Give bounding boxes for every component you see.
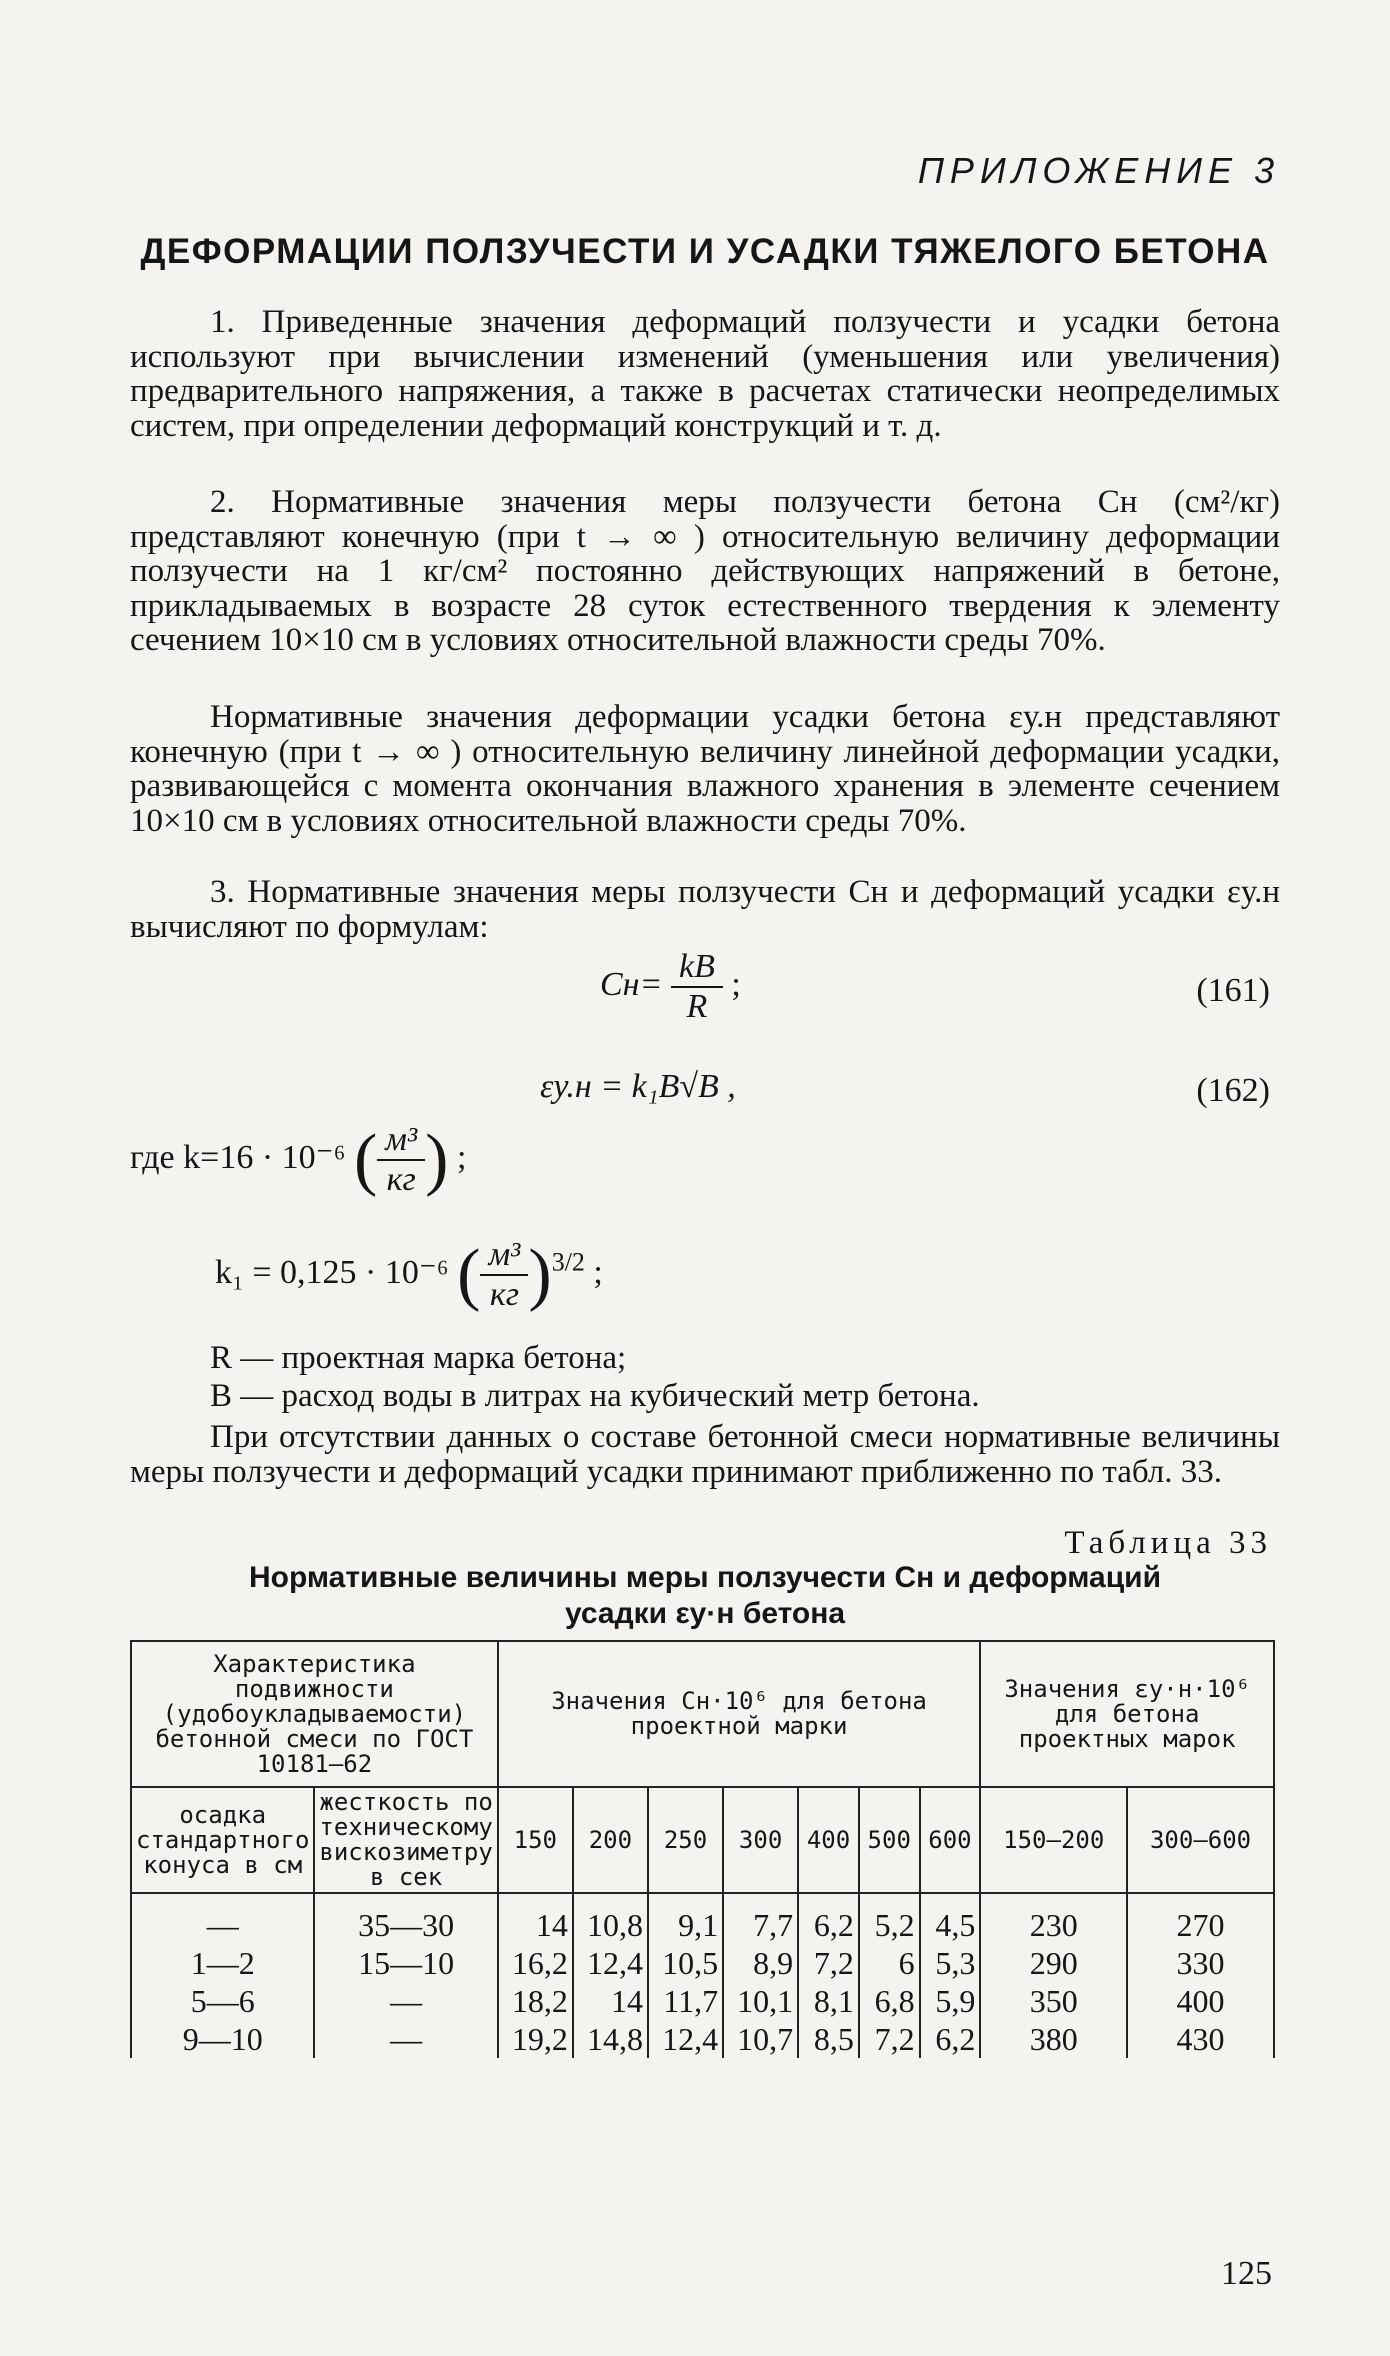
- table-label: Таблица 33: [1064, 1525, 1272, 1561]
- cn-cell: 14: [498, 1893, 573, 1944]
- cn-cell: 11,7: [648, 1982, 723, 2020]
- cn-cell: 5,2: [859, 1893, 920, 1944]
- subheader-stiffness: жесткость по техническому вискозиметру в сек: [314, 1787, 497, 1893]
- eps-cell: 350: [980, 1982, 1127, 2020]
- eps-cell: 400: [1127, 1982, 1274, 2020]
- k1-units-denominator: кг: [489, 1276, 519, 1313]
- cn-cell: 14,8: [573, 2020, 648, 2058]
- grade-header: 200: [573, 1787, 648, 1893]
- paragraph-3-text: Нормативные значения деформации усадки бетона εу.н представляют конечную (при t → ∞ ) относительную величину линейной деформации усадки, развивающейся с момента окончания влажного хранения в элементе сечением 10×10 см в условиях относительной влажности среды 70%.: [130, 699, 1280, 839]
- eps-cell: 380: [980, 2020, 1127, 2058]
- eps-grade-header: 150—200: [980, 1787, 1127, 1893]
- stiffness-cell: 15—10: [314, 1944, 497, 1982]
- appendix-label: ПРИЛОЖЕНИЕ 3: [917, 150, 1280, 191]
- cn-cell: 9,1: [648, 1893, 723, 1944]
- k1-units-fraction: [480, 1236, 528, 1314]
- cn-cell: 16,2: [498, 1944, 573, 1982]
- k1-exponent: 3/2: [551, 1247, 585, 1277]
- cn-cell: 6,8: [859, 1982, 920, 2020]
- k1-definition-text: k₁ = 0,125 · 10⁻⁶: [215, 1253, 449, 1291]
- equation-number-162: (162): [1196, 1072, 1270, 1109]
- cn-cell: 12,4: [573, 1944, 648, 1982]
- cn-cell: 12,4: [648, 2020, 723, 2058]
- stiffness-cell: 35—30: [314, 1893, 497, 1944]
- cn-cell: 10,5: [648, 1944, 723, 1982]
- page-number: 125: [1221, 2255, 1272, 2292]
- k-units-denominator: кг: [386, 1161, 416, 1198]
- k1-units-numerator: м³: [480, 1236, 528, 1276]
- cn-cell: 4,5: [920, 1893, 981, 1944]
- k-units-numerator: м³: [377, 1121, 425, 1161]
- slump-cell: —: [131, 1893, 314, 1944]
- grade-header: 600: [920, 1787, 981, 1893]
- formula-161-fraction: [671, 948, 723, 1026]
- cn-cell: 19,2: [498, 2020, 573, 2058]
- eps-cell: 270: [1127, 1893, 1274, 1944]
- cn-cell: 6,2: [798, 1893, 859, 1944]
- paragraph-4: [130, 875, 1280, 944]
- header-eps-values: Значения εу·н·10⁶ для бетона проектных марок: [980, 1641, 1274, 1787]
- eps-cell: 290: [980, 1944, 1127, 1982]
- cn-cell: 6: [859, 1944, 920, 1982]
- grade-header: 150: [498, 1787, 573, 1893]
- formula-161-lhs: Cн=: [600, 965, 663, 1003]
- subheader-slump: осадка стандартного конуса в см: [131, 1787, 314, 1893]
- data-table: [130, 1640, 1275, 2058]
- paragraph-1: [130, 305, 1280, 443]
- page-title: ДЕФОРМАЦИИ ПОЛЗУЧЕСТИ И УСАДКИ ТЯЖЕЛОГО БЕТОНА: [140, 232, 1270, 271]
- grade-header: 300: [723, 1787, 798, 1893]
- cn-cell: 10,7: [723, 2020, 798, 2058]
- stiffness-cell: —: [314, 1982, 497, 2020]
- k-definition-text: где k=16 · 10⁻⁶: [130, 1138, 346, 1176]
- cn-cell: 7,2: [859, 2020, 920, 2058]
- formula-161-tail: ;: [731, 965, 741, 1003]
- closing-paragraph: [130, 1420, 1280, 1489]
- grade-header: 400: [798, 1787, 859, 1893]
- cn-cell: 6,2: [920, 2020, 981, 2058]
- eps-cell: 430: [1127, 2020, 1274, 2058]
- eps-grade-header: 300—600: [1127, 1787, 1274, 1893]
- eps-cell: 330: [1127, 1944, 1274, 1982]
- table-row: [131, 1893, 1274, 1944]
- slump-cell: 9—10: [131, 2020, 314, 2058]
- equation-number-161: (161): [1196, 972, 1270, 1009]
- cn-cell: 14: [573, 1982, 648, 2020]
- table-row: [131, 1982, 1274, 2020]
- formula-k-definition: где k=16 · 10⁻⁶ ( $\frac{\text{м³}}{кг}$ ) ;: [130, 1121, 467, 1198]
- closing-paragraph-text: При отсутствии данных о составе бетонной смеси нормативные величины меры ползучести и деформаций усадки принимают приближенно по табл. 33.: [130, 1419, 1280, 1490]
- paragraph-1-text: 1. Приведенные значения деформаций ползучести и усадки бетона используют при вычислении изменений (уменьшения или увеличения) предварительного напряжения, а также в расчетах статически неопределимых систем, при определении деформаций конструкций и т. д.: [130, 304, 1280, 444]
- cn-cell: 8,1: [798, 1982, 859, 2020]
- table-row: [131, 1944, 1274, 1982]
- cn-cell: 8,5: [798, 2020, 859, 2058]
- cn-cell: 10,8: [573, 1893, 648, 1944]
- grade-header: 500: [859, 1787, 920, 1893]
- eps-cell: 230: [980, 1893, 1127, 1944]
- formula-k1-definition: k₁ = 0,125 · 10⁻⁶ ( $\frac{\text{м³}}{кг}$ )$^{3/2}$ ;: [215, 1236, 603, 1313]
- definition-b: B — расход воды в литрах на кубический метр бетона.: [210, 1378, 980, 1414]
- table-title: [130, 1560, 1280, 1632]
- paragraph-2-text: 2. Нормативные значения меры ползучести бетона Cн (см²/кг) представляют конечную (при t → ∞ ) относительную величину деформации ползучести на 1 кг/см² постоянно действующих напряжений в бетоне, прикладываемых в возрасте 28 суток естественного твердения к элементу сечением 10×10 см в условиях относительной влажности среды 70%.: [130, 484, 1280, 658]
- slump-cell: 5—6: [131, 1982, 314, 2020]
- cn-cell: 18,2: [498, 1982, 573, 2020]
- formula-161-denominator: R: [686, 988, 708, 1025]
- table-title-line-2: усадки εу·н бетона: [564, 1597, 846, 1630]
- cn-cell: 10,1: [723, 1982, 798, 2020]
- slump-cell: 1—2: [131, 1944, 314, 1982]
- formula-161-numerator: kB: [671, 948, 723, 988]
- paragraph-4-text: 3. Нормативные значения меры ползучести Cн и деформаций усадки εу.н вычисляют по формулам:: [130, 874, 1280, 945]
- header-cn-values: Значения Cн·10⁶ для бетона проектной марки: [498, 1641, 981, 1787]
- table-row: [131, 2020, 1274, 2058]
- formula-162: εу.н = k₁B√B ,: [540, 1068, 736, 1105]
- cn-cell: 8,9: [723, 1944, 798, 1982]
- header-characteristic: Характеристика подвижности (удобоукладываемости) бетонной смеси по ГОСТ 10181—62: [131, 1641, 498, 1787]
- definition-r: R — проектная марка бетона;: [210, 1340, 627, 1376]
- k-units-fraction: [377, 1121, 425, 1199]
- cn-cell: 7,7: [723, 1893, 798, 1944]
- cn-cell: 5,3: [920, 1944, 981, 1982]
- paragraph-3: [130, 700, 1280, 838]
- table-title-line-1: Нормативные величины меры ползучести Cн и деформаций: [248, 1561, 1162, 1594]
- cn-cell: 5,9: [920, 1982, 981, 2020]
- formula-161: [600, 948, 741, 1026]
- stiffness-cell: —: [314, 2020, 497, 2058]
- cn-cell: 7,2: [798, 1944, 859, 1982]
- paragraph-2: [130, 485, 1280, 658]
- grade-header: 250: [648, 1787, 723, 1893]
